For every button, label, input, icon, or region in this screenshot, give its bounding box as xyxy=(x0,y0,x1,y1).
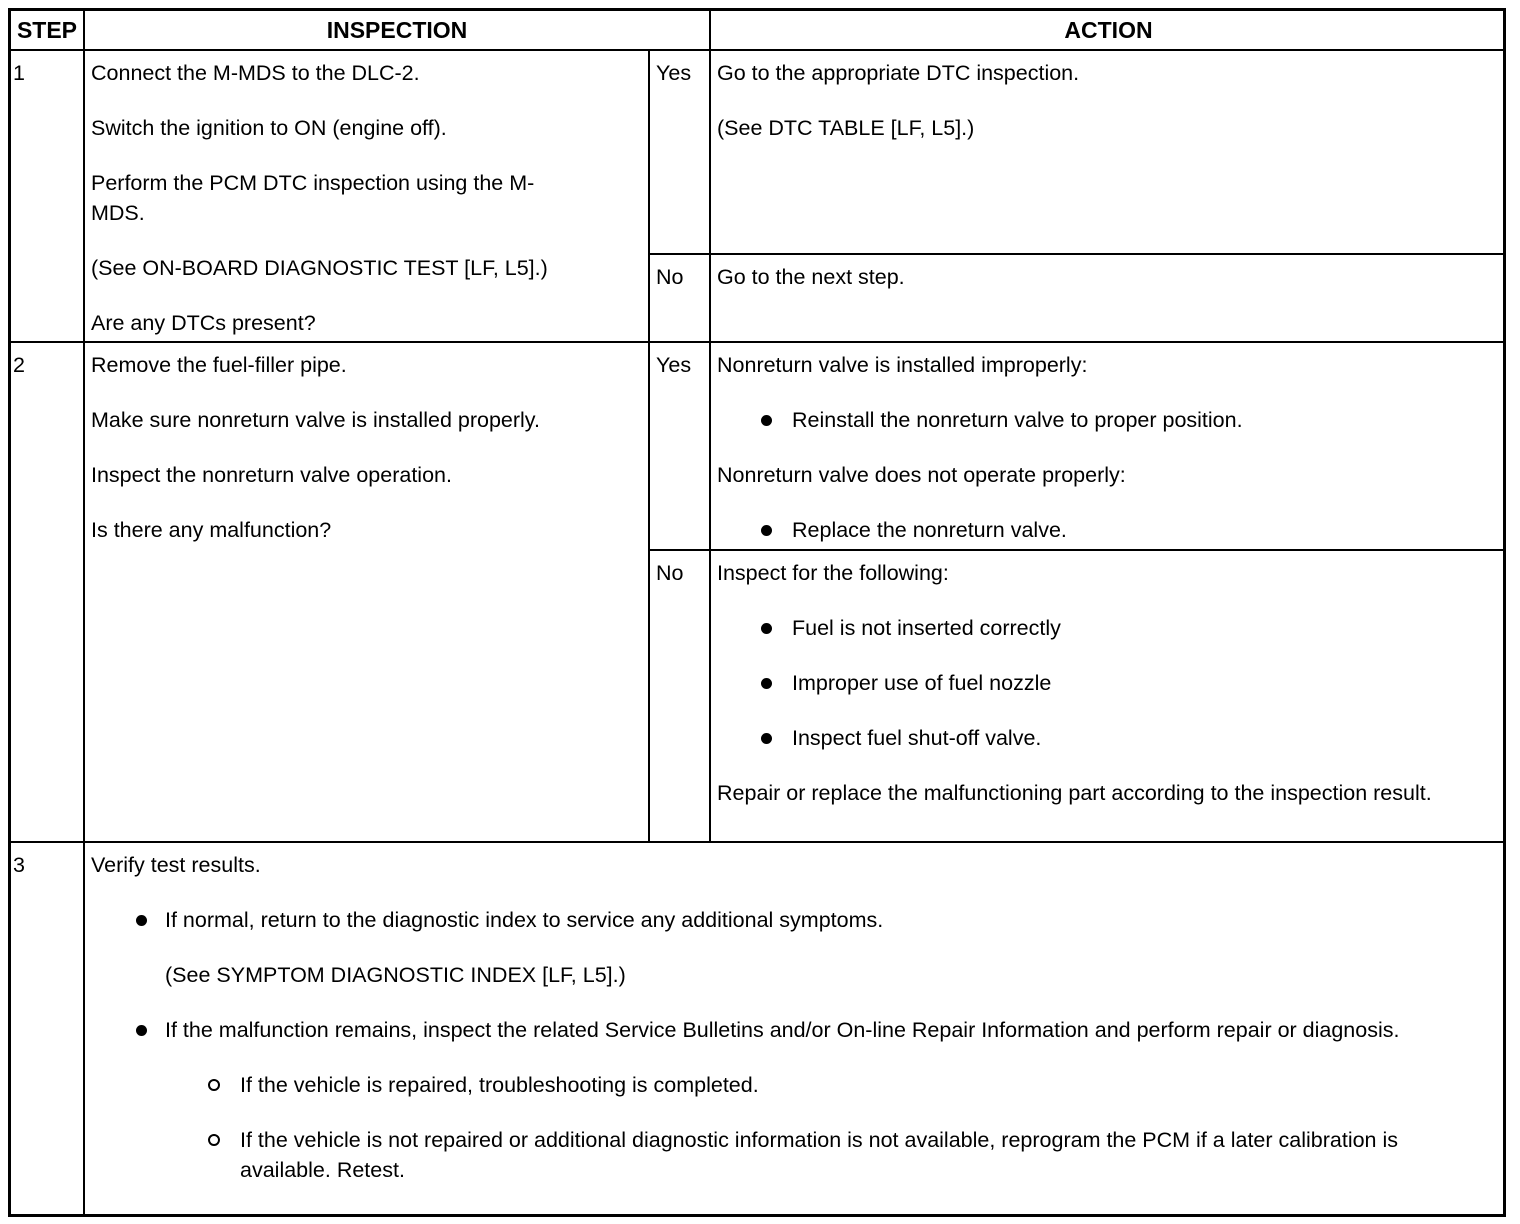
no-action-cell xyxy=(711,551,1506,843)
action-line: Inspect for the following: xyxy=(717,561,949,585)
inspection-line: Perform the PCM DTC inspection using the M-MDS. xyxy=(91,171,535,225)
inspection-line: Make sure nonreturn valve is installed properly. xyxy=(91,408,540,432)
action-line: Go to the appropriate DTC inspection. xyxy=(717,61,1080,85)
header-inspection: INSPECTION xyxy=(85,11,711,51)
action-reference: (See DTC TABLE [LF, L5].) xyxy=(717,116,975,140)
inspection-line: Connect the M-MDS to the DLC-2. xyxy=(91,61,420,85)
inspection-line: Switch the ignition to ON (engine off). xyxy=(91,116,447,140)
step-number: 3 xyxy=(11,843,85,1214)
verify-reference: (See SYMPTOM DIAGNOSTIC INDEX [LF, L5].) xyxy=(165,963,626,987)
action-line: Nonreturn valve does not operate properly: xyxy=(717,463,1126,487)
verify-bullet: If the malfunction remains, inspect the related Service Bulletins and/or On-line Repair Information and perform repair or diagnosis. xyxy=(91,1015,1506,1045)
inspection-line: Remove the fuel-filler pipe. xyxy=(91,353,347,377)
action-bullet: Inspect fuel shut-off valve. xyxy=(717,723,1506,753)
inspection-cell xyxy=(85,343,650,843)
step-number: 2 xyxy=(11,343,85,843)
inspection-question: Is there any malfunction? xyxy=(91,518,332,542)
action-bullet: Replace the nonreturn valve. xyxy=(717,515,1506,545)
action-bullet: Fuel is not inserted correctly xyxy=(717,613,1506,643)
yes-action-cell xyxy=(711,343,1506,551)
yes-label: Yes xyxy=(650,343,711,551)
inspection-question: Are any DTCs present? xyxy=(91,311,316,335)
action-line: Repair or replace the malfunctioning part according to the inspection result. xyxy=(717,781,1432,805)
action-bullet: Reinstall the nonreturn valve to proper position. xyxy=(717,405,1506,435)
action-line: Nonreturn valve is installed improperly: xyxy=(717,353,1088,377)
verify-sub-bullet: If the vehicle is not repaired or additional diagnostic information is not available, reprogram the PCM if a later calibration is available. Retest. xyxy=(91,1125,1506,1185)
troubleshooting-table xyxy=(8,8,1506,1217)
step-number: 1 xyxy=(11,51,85,343)
action-bullet: Improper use of fuel nozzle xyxy=(717,668,1506,698)
header-step: STEP xyxy=(11,11,85,51)
yes-action-cell xyxy=(711,51,1506,255)
verify-sub-bullet: If the vehicle is repaired, troubleshooting is completed. xyxy=(91,1070,1506,1100)
yes-label: Yes xyxy=(650,51,711,255)
action-line: Go to the next step. xyxy=(717,265,905,289)
verify-bullet: If normal, return to the diagnostic index to service any additional symptoms. xyxy=(91,905,1506,935)
inspection-line: Inspect the nonreturn valve operation. xyxy=(91,463,452,487)
inspection-cell xyxy=(85,51,650,343)
header-action: ACTION xyxy=(711,11,1506,51)
no-label: No xyxy=(650,551,711,843)
verify-cell xyxy=(85,843,1506,1214)
no-action-cell xyxy=(711,255,1506,343)
inspection-line: (See ON-BOARD DIAGNOSTIC TEST [LF, L5].) xyxy=(91,256,548,280)
verify-intro: Verify test results. xyxy=(91,853,261,877)
no-label: No xyxy=(650,255,711,343)
